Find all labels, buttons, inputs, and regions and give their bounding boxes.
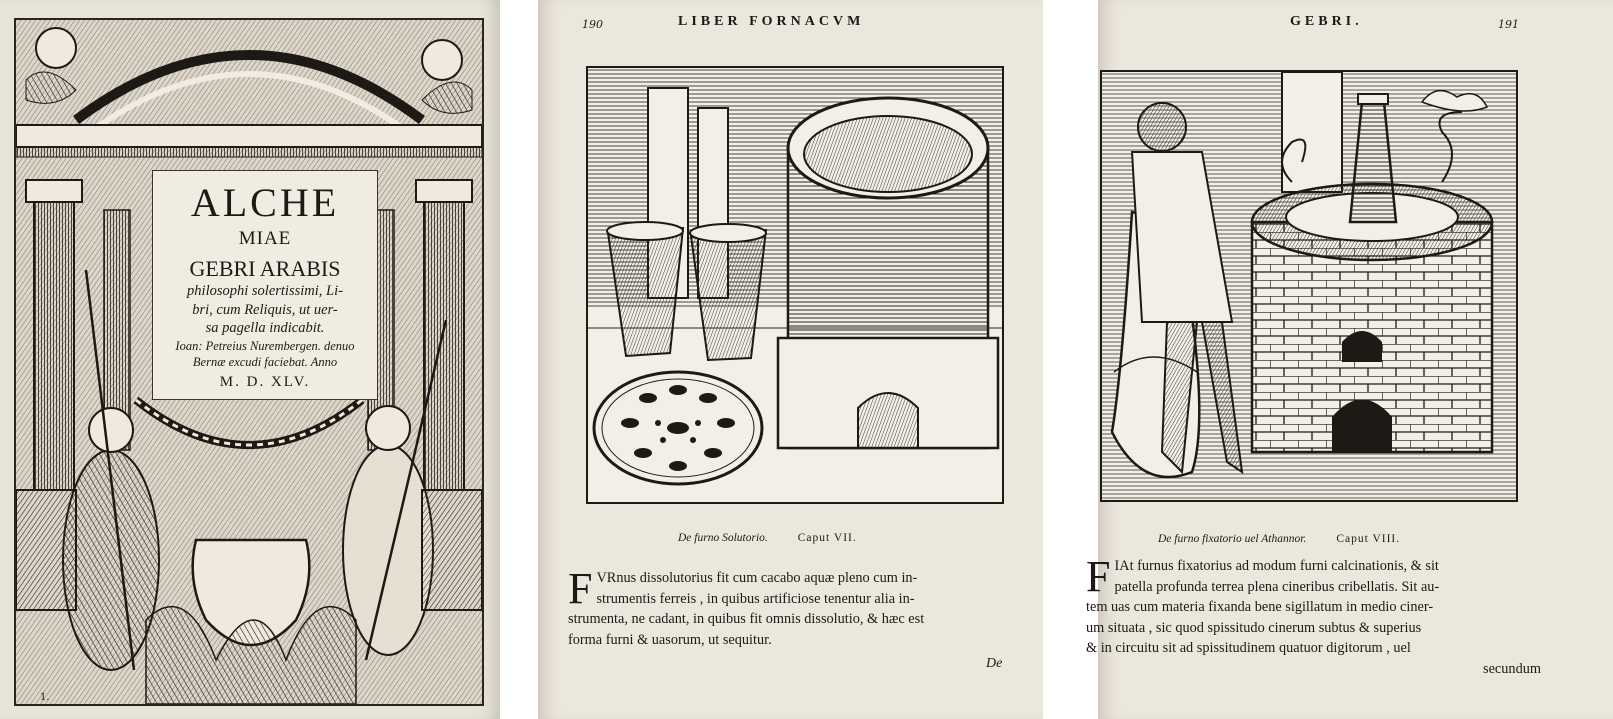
text-line: strumenta, ne cadant, in quibus fit omnis dissolutio, & hæc est (568, 611, 925, 627)
title-page-woodcut-border (14, 18, 484, 706)
woodcut-dissolving-furnace (586, 66, 1004, 504)
drop-cap: F (568, 564, 593, 613)
athanor-illustration (1102, 72, 1516, 500)
title-page (0, 0, 500, 719)
figure-caption (1158, 533, 1400, 545)
title-cartouche (152, 170, 378, 400)
imprint-line-1: Ioan: Petreius Nurembergen. denuo (175, 338, 355, 353)
figure-caption (678, 532, 857, 544)
text-line: um situata , sic quod spissitudo cinerum subtus & superius (1086, 619, 1422, 636)
caption-title: De furno fixatorio uel Athannor. (1158, 533, 1307, 545)
woodcut-athanor-furnace (1100, 70, 1518, 502)
caption-chapter: Caput VII. (797, 532, 857, 544)
folio-number: 191 (1498, 18, 1519, 31)
title-line-4: philosophi solertissimi, Li- (187, 283, 343, 299)
imprint-date: M. D. XLV. (219, 373, 311, 390)
title-alche: ALCHE (190, 180, 340, 225)
title-miae: MIAE (238, 228, 292, 249)
text-line: tem uas cum materia fixanda bene sigillatum in medio ciner- (1086, 599, 1434, 615)
text-line: IAt furnus fixatorius ad modum furni calcinationis, & sit (1114, 558, 1439, 574)
catchword: De (986, 656, 1003, 671)
caption-title: De furno Solutorio. (678, 532, 768, 544)
text-line: strumentis ferreis , in quibus artificiose tenentur alia in- (596, 590, 915, 607)
title-gebri-arabis: GEBRI ARABIS (189, 256, 341, 281)
text-line: patella profunda terrea plena cineribus cribellatis. Sit au- (1114, 578, 1440, 595)
running-head: LIBER FORNACVM (678, 14, 865, 29)
furnace-illustration (588, 68, 1002, 502)
text-line: & in circuitu sit ad spissitudinem quatuor digitorum , uel (1086, 640, 1411, 656)
signature-mark: 1. (40, 692, 50, 703)
drop-cap: F (1086, 552, 1111, 601)
text-line: VRnus dissolutorius fit cum cacabo aquæ pleno cum in- (596, 570, 918, 586)
page-190 (538, 0, 1043, 719)
title-line-5: bri, cum Reliquis, ut uer- (192, 301, 338, 318)
running-head: GEBRI. (1290, 14, 1363, 29)
body-paragraph (1086, 552, 1541, 679)
title-line-6: sa pagella indicabit. (205, 320, 325, 336)
page-191 (1086, 0, 1613, 719)
body-paragraph (568, 564, 1020, 650)
imprint-line-2: Bernæ excudi faciebat. Anno (192, 355, 338, 369)
text-line: secundum (1483, 660, 1541, 677)
folio-number: 190 (582, 18, 603, 31)
caption-chapter: Caput VIII. (1336, 533, 1401, 545)
text-line: forma furni & uasorum, ut sequitur. (568, 631, 772, 648)
